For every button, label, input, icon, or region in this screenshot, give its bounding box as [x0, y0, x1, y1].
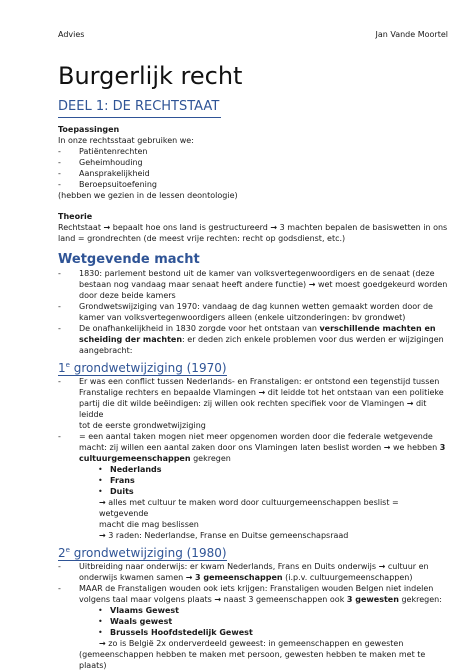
toepassingen-note: (hebben we gezien in de lessen deontologie) [58, 191, 238, 200]
wetgevende-list [58, 268, 448, 356]
theorie-line-1: Rechtstaat → bepaalt hoe ons land is gestructureerd → 3 machten bepalen de basiswetten in ons [58, 223, 448, 232]
theorie-line-2: land = grondrechten (de meest vrije rechten: recht op godsdienst, etc.) [58, 234, 346, 243]
grondwetwijziging-1-heading: 1e grondwetwijziging (1970) [58, 361, 227, 375]
arrow-icon: → [214, 595, 222, 604]
list-item: - Geheimhouding [58, 157, 448, 168]
gewesten-list [58, 605, 448, 638]
list-item: - Uitbreiding naar onderwijs: er kwam Nederlands, Frans en Duits onderwijs → cultuur en onderwijs kwamen samen → 3 gemeenschappen (i.p.v. cultuurgemeenschappen) [58, 561, 448, 583]
list-item: - De onafhankelijkheid in 1830 zorgde voor het ontstaan van verschillende machten en scheiding der machten: er deden zich enkele problemen voor dus werden er wijzigingen aangebracht: [58, 323, 448, 356]
toepassingen-heading: Toepassingen [58, 125, 120, 134]
arrow-icon: → [185, 573, 193, 582]
wetgevende-macht-heading: Wetgevende macht [58, 252, 200, 267]
arrow-icon: → [258, 388, 266, 397]
arrow-icon: → [99, 531, 106, 540]
arrow-icon: → [378, 562, 386, 571]
gemeenschappen-list [58, 464, 448, 497]
list-item: - Grondwetswijziging van 1970: vandaag de dag kunnen wetten gemaakt worden door de kamer van volksvertegenwoordigers alleen (enkele uitzonderingen: bv grondwet) [58, 301, 448, 323]
arrow-icon: → [103, 223, 111, 232]
list-item: - = een aantal taken mogen niet meer opgenomen worden door die federale wetgevende macht: zij willen een aantal zaken door ons Vlamingen laten beslist worden → we hebben 3 cultuurgemeenschappen gekregen [58, 431, 448, 464]
grondwetwijziging-2-list [58, 561, 448, 605]
grondwetwijziging-1-list [58, 376, 448, 464]
header-left: Advies [58, 30, 85, 39]
toepassingen-section [58, 124, 448, 201]
list-item: • Vlaams Gewest [98, 605, 448, 616]
list-item: - Aansprakelijkheid [58, 168, 448, 179]
arrow-icon: → [99, 498, 106, 507]
list-item: • Frans [98, 475, 448, 486]
theorie-section [58, 211, 448, 244]
list-item: • Duits [98, 486, 448, 497]
header-right: Jan Vande Moortel [375, 30, 448, 39]
list-item: • Nederlands [98, 464, 448, 475]
g1-conclusion: → alles met cultuur te maken word door cultuurgemeenschappen beslist = wetgevende macht die mag beslissen → 3 raden: Nederlandse, Franse en Duitse gemeenschapsraad [99, 498, 399, 540]
list-item: • Brussels Hoofdstedelijk Gewest [98, 627, 448, 638]
list-item: - Er was een conflict tussen Nederlands- en Franstaligen: er ontstond een tegenstijd tussen Franstalige rechters en bepaalde Vlamingen → dit leidde tot het ontstaan van een politieke partij die dit wilde beëindigen: zij willen ook rechten specifiek voor de Vlamingen → dit leidde tot de eerste grondwetwijziging [58, 376, 448, 431]
arrow-icon: → [383, 443, 391, 452]
list-item: - Patiëntenrechten [58, 146, 448, 157]
page-title: Burgerlijk recht [58, 62, 243, 90]
arrow-icon: → [270, 223, 278, 232]
list-item: - Beroepsuitoefening [58, 179, 448, 190]
arrow-icon: → [406, 399, 414, 408]
arrow-icon: → [99, 639, 106, 648]
g2-conclusion-note: (gemeenschappen hebben te maken met persoon, gewesten hebben te maken met te plaats) [79, 650, 426, 670]
toepassingen-list [58, 146, 448, 190]
list-item: - MAAR de Franstaligen wouden ook iets krijgen: Franstaligen wouden Belgen niet indelen volgens taal maar volgens plaats → naast 3 gemeenschappen ook 3 gewesten gekregen: [58, 583, 448, 605]
arrow-icon: → [308, 280, 316, 289]
g2-conclusion: → zo is België 2x onderverdeeld geweest: in gemeenschappen en gewesten [99, 639, 404, 648]
toepassingen-intro: In onze rechtsstaat gebruiken we: [58, 136, 194, 145]
section-heading-deel-1: DEEL 1: DE RECHTSTAAT [58, 99, 221, 118]
list-item: • Waals gewest [98, 616, 448, 627]
theorie-heading: Theorie [58, 212, 93, 221]
grondwetwijziging-2-heading: 2e grondwetwijziging (1980) [58, 546, 227, 560]
list-item: - 1830: parlement bestond uit de kamer van volksvertegenwoordigers en de senaat (deze bestaan nog vandaag maar senaat heeft andere functie) → wet moest goedgekeurd worden door deze beide kamers [58, 268, 448, 301]
